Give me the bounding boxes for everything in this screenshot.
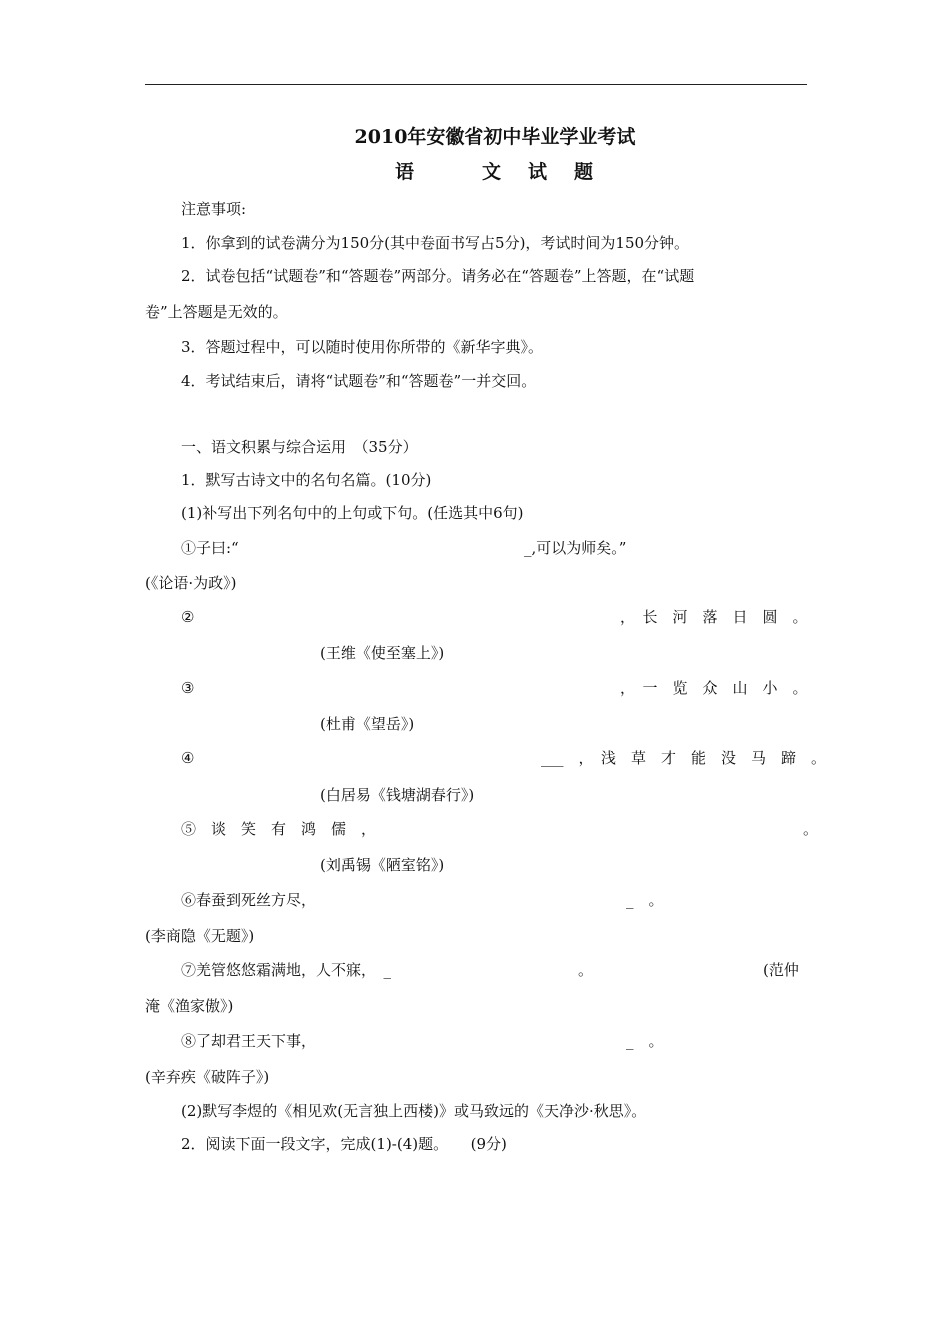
fill-line-5: ⑤ 谈 笑 有 鸿 儒 ， <box>181 820 377 838</box>
exam-title: 2010年安徽省初中毕业学业考试 <box>354 126 636 148</box>
header-rule <box>145 84 807 85</box>
fill-line-1: ①子曰:“ <box>181 539 239 557</box>
subject-char-2: 文 <box>482 161 502 183</box>
fill-line-6: ⑥春蚕到死丝方尽， <box>181 891 317 909</box>
source-7: 淹《渔家傲》) <box>145 997 234 1015</box>
fill-line-8: ⑧了却君王天下事， <box>181 1032 317 1050</box>
fill-line-7: ⑦羌管悠悠霜满地，人不寐， _ <box>181 961 392 979</box>
subject-char-4: 题 <box>574 161 594 183</box>
fill-line-2-tail: ， 长 河 落 日 圆 。 <box>620 608 808 626</box>
fill-line-5-tail: 。 <box>803 820 819 838</box>
source-6: (李商隐《无题》) <box>145 927 255 945</box>
fill-line-2: ② <box>181 608 195 626</box>
notice-item: 卷”上答题是无效的。 <box>145 303 288 321</box>
source-1: (《论语·为政》) <box>145 574 237 592</box>
question-2: 2．阅读下面一段文字，完成(1)-(4)题。 (9分) <box>181 1135 507 1153</box>
notice-item: 2．试卷包括“试题卷”和“答题卷”两部分。请务必在“答题卷”上答题，在“试题 <box>181 267 695 285</box>
fill-line-6-tail: _ 。 <box>626 891 664 909</box>
source-3: (杜甫《望岳》) <box>320 715 415 733</box>
section-heading: 一、语文积累与综合运用 （35分） <box>181 438 418 456</box>
source-5: (刘禹锡《陋室铭》) <box>320 856 445 874</box>
fill-line-3: ③ <box>181 679 195 697</box>
fill-line-1-tail: _,可以为师矣。” <box>524 539 627 557</box>
source-4: (白居易《钱塘湖春行》) <box>320 786 475 804</box>
fill-line-8-tail: _ 。 <box>626 1032 664 1050</box>
question-1-part-1: (1)补写出下列名句中的上句或下句。(任选其中6句) <box>181 504 524 522</box>
fill-line-3-tail: ， 一 览 众 山 小 。 <box>620 679 808 697</box>
notice-item: 1．你拿到的试卷满分为150分(其中卷面书写占5分)，考试时间为150分钟。 <box>181 234 690 252</box>
notice-item: 3．答题过程中，可以随时使用你所带的《新华字典》。 <box>181 338 544 356</box>
fill-line-7-mid: 。 <box>578 961 594 979</box>
source-8: (辛弃疾《破阵子》) <box>145 1068 270 1086</box>
question-1: 1．默写古诗文中的名句名篇。(10分) <box>181 471 432 489</box>
subject-char-1: 语 <box>395 161 415 183</box>
subject-char-3: 试 <box>528 161 548 183</box>
fill-line-4-tail: ___ ， 浅 草 才 能 没 马 蹄 。 <box>541 749 827 767</box>
notice-item: 4．考试结束后，请将“试题卷”和“答题卷”一并交回。 <box>181 372 537 390</box>
notice-heading: 注意事项: <box>181 200 247 218</box>
fill-line-7-tail: (范仲 <box>763 961 799 979</box>
question-1-part-2: (2)默写李煜的《相见欢(无言独上西楼)》或马致远的《天净沙·秋思》。 <box>181 1102 647 1120</box>
source-2: (王维《使至塞上》) <box>320 644 445 662</box>
fill-line-4: ④ <box>181 749 195 767</box>
